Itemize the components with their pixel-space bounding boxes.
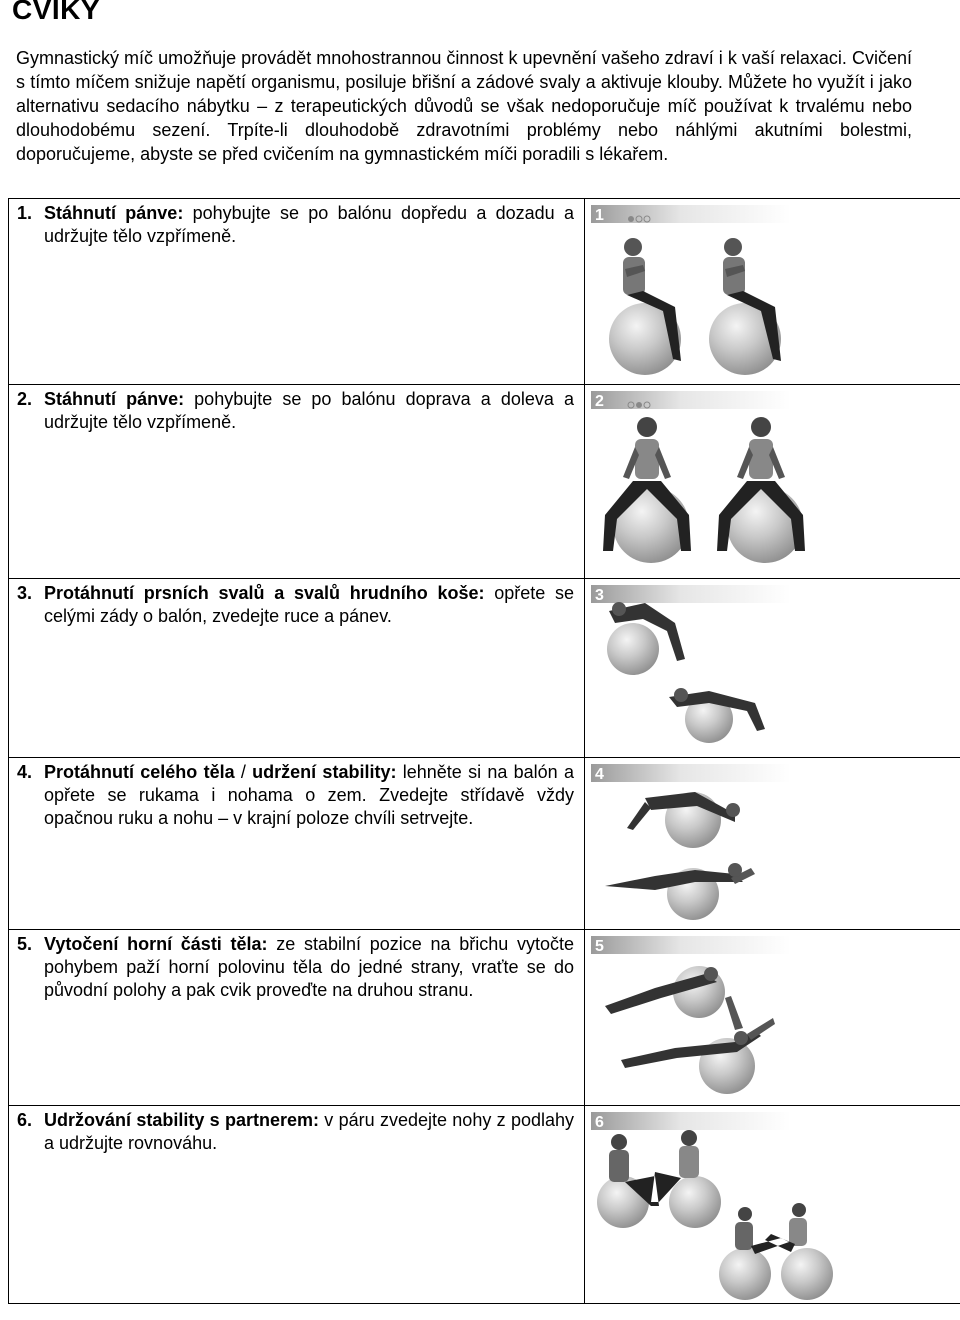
- exercise-number: 4.: [17, 762, 33, 782]
- exercise-row-1: [9, 199, 960, 385]
- exercise-row-3: [9, 579, 960, 758]
- exercise-title: Vytočení horní části těla:: [44, 934, 268, 954]
- svg-text:3: 3: [595, 587, 604, 604]
- exercise-illustration: [585, 385, 960, 579]
- exercise-description: [9, 385, 585, 579]
- exercise-title: Protáhnutí prsních svalů a svalů hrudního koše:: [44, 583, 485, 603]
- svg-text:6: 6: [595, 1114, 604, 1131]
- exercise-illustration: [585, 1106, 960, 1304]
- exercise-title: Stáhnutí pánve:: [44, 203, 184, 223]
- exercise-text: opřete se celými zády o balón, zvedejte ruce a pánev.: [44, 583, 574, 626]
- exercise-description: [9, 758, 585, 930]
- exercise-title-2: udržení stability:: [252, 762, 397, 782]
- exercise-title: Protáhnutí celého těla: [44, 762, 235, 782]
- svg-text:4: 4: [595, 766, 604, 783]
- exercise-table: [8, 198, 960, 1304]
- prone-ball-figures: [585, 758, 960, 930]
- partner-ball-figures: [585, 1106, 960, 1304]
- exercise-title: Udržování stability s partnerem:: [44, 1110, 319, 1130]
- intro-paragraph: Gymnastický míč umožňuje provádět mnohostrannou činnost k upevnění vašeho zdraví i k vaší relaxaci. Cvičení s tímto míčem snižuje napětí organismu, posiluje břišní a zádové svaly a aktivuje klouby. Můžete ho využít i jako alternativu sedacího nábytku – z terapeutických důvodů se však nedoporučuje míč používat k trvalému nebo dlouhodobému sezení. Trpíte-li dlouhodobě zdravotními problémy nebo náhlými akutními bolestmi, doporučujeme, abyste se před cvičením na gymnastickém míči poradili s lékařem.: [16, 48, 912, 164]
- exercise-text: pohybujte se po balónu dopředu a dozadu a udržujte tělo vzpřímeně.: [44, 203, 574, 246]
- exercise-text: ze stabilní pozice na břichu vytočte pohybem paží horní polovinu těla do jedné strany, vraťte se do původní polohy a pak cvik proveďte na druhou stranu.: [44, 934, 574, 1000]
- exercise-number: 5.: [17, 934, 33, 954]
- exercise-description: [9, 199, 585, 385]
- exercise-number: 2.: [17, 389, 33, 409]
- title-separator: /: [234, 762, 253, 782]
- exercise-row-2: [9, 385, 960, 579]
- exercise-number: 1.: [17, 203, 33, 223]
- exercise-text: pohybujte se po balónu doprava a doleva a udržujte tělo vzpřímeně.: [44, 389, 574, 432]
- exercise-number: 6.: [17, 1110, 33, 1130]
- exercise-row-5: [9, 930, 960, 1106]
- exercise-description: [9, 1106, 585, 1304]
- exercise-row-6: [9, 1106, 960, 1304]
- svg-text:5: 5: [595, 938, 604, 955]
- svg-text:2: 2: [595, 393, 604, 410]
- page-title: CVIKY: [12, 0, 101, 25]
- exercise-illustration: [585, 930, 960, 1106]
- exercise-illustration: [585, 758, 960, 930]
- exercise-text: lehněte si na balón a opřete se rukama i nohama o zem. Zvedejte střídavě vždy opačnou ruku a nohu – v krajní poloze chvíli setrvejte.: [44, 762, 574, 828]
- exercise-description: [9, 930, 585, 1106]
- exercise-illustration: [585, 579, 960, 758]
- rotation-ball-figures: [585, 930, 960, 1106]
- exercise-description: [9, 579, 585, 758]
- seated-ball-figures: [585, 199, 960, 385]
- exercise-illustration: [585, 199, 960, 385]
- backbend-ball-figures: [585, 579, 960, 758]
- exercise-title: Stáhnutí pánve:: [44, 389, 185, 409]
- exercise-text: v páru zvedejte nohy z podlahy a udržujte rovnováhu.: [44, 1110, 574, 1153]
- svg-text:1: 1: [595, 207, 604, 224]
- exercise-row-4: [9, 758, 960, 930]
- seated-ball-figures: [585, 385, 960, 579]
- exercise-number: 3.: [17, 583, 33, 603]
